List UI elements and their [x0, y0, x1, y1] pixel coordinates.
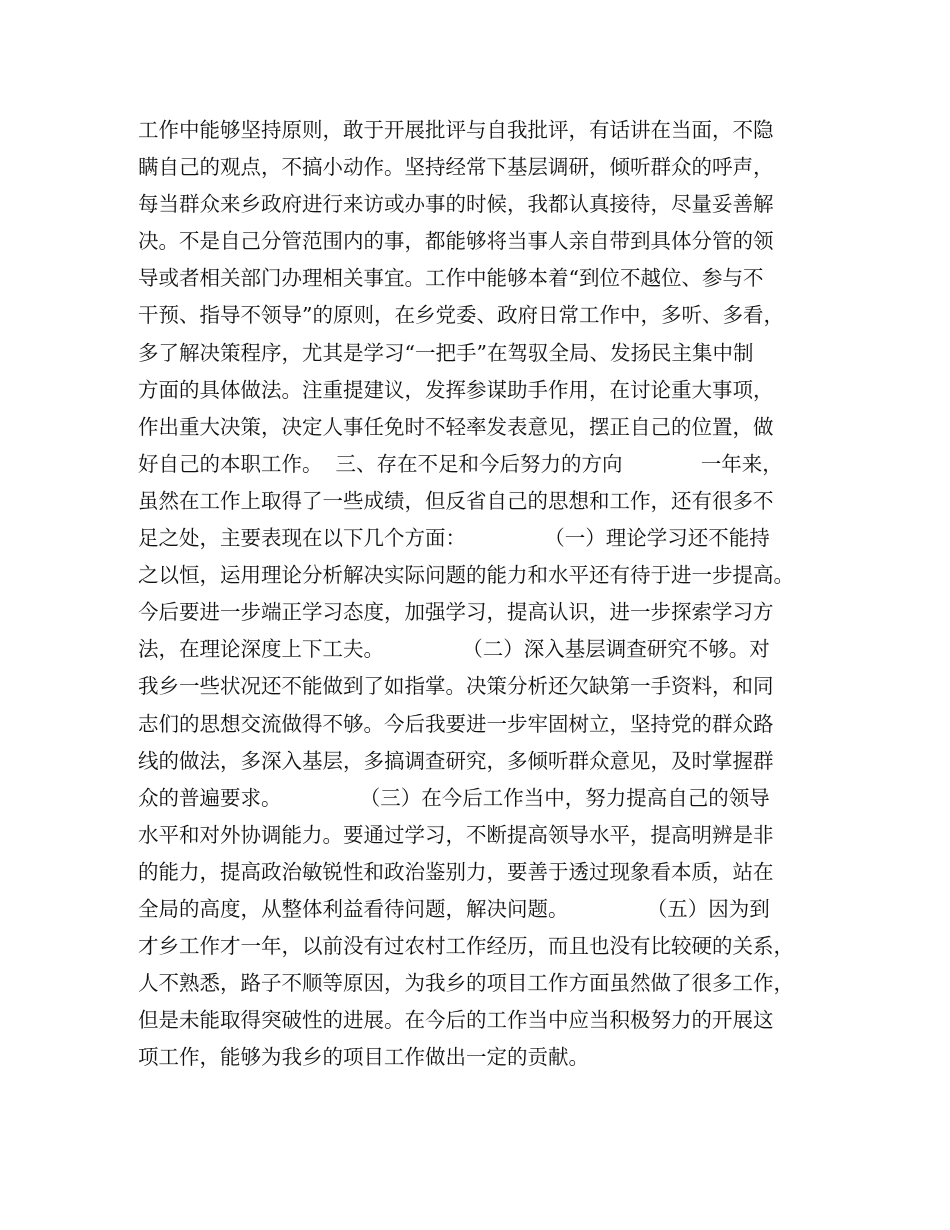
- text-line: 工作中能够坚持原则，敢于开展批评与自我批评，有话讲在当面，不隐: [138, 118, 774, 142]
- text-line: 每当群众来乡政府进行来访或办事的时候，我都认真接待，尽量妥善解: [138, 192, 774, 217]
- text-line: 我乡一些状况还不能做到了如指掌。决策分析还欠缺第一手资料，和同: [138, 674, 774, 699]
- text-line: 瞒自己的观点，不搞小动作。坚持经常下基层调研，倾听群众的呼声，: [138, 155, 774, 180]
- text-line: 才乡工作才一年，以前没有过农村工作经历，而且也没有比较硬的关系，: [138, 934, 794, 959]
- text-line: 水平和对外协调能力。要通过学习，不断提高领导水平，提高明辨是非: [138, 822, 774, 847]
- text-line: 导或者相关部门办理相关事宜。工作中能够本着“到位不越位、参与不: [138, 266, 764, 291]
- text-line: 众的普遍要求。 （三）在今后工作当中，努力提高自己的领导: [138, 785, 770, 810]
- text-line: 虽然在工作上取得了一些成绩，但反省自己的思想和工作，还有很多不: [138, 488, 774, 513]
- text-line: 今后要进一步端正学习态度，加强学习，提高认识，进一步探索学习方: [138, 600, 774, 625]
- text-line: 之以恒，运用理论分析解决实际问题的能力和水平还有待于进一步提高。: [138, 563, 794, 588]
- text-line: 项工作，能够为我乡的项目工作做出一定的贡献。: [138, 1045, 589, 1070]
- text-line: 作出重大决策，决定人事任免时不轻率发表意见，摆正自己的位置，做: [138, 414, 774, 439]
- text-line: 人不熟悉，路子不顺等原因，为我乡的项目工作方面虽然做了很多工作，: [138, 971, 794, 996]
- text-line: 好自己的本职工作。 三、存在不足和今后努力的方向 一年来，: [138, 451, 783, 476]
- text-line: 决。不是自己分管范围内的事，都能够将当事人亲自带到具体分管的领: [138, 229, 774, 254]
- text-line: 全局的高度，从整体利益看待问题，解决问题。 （五）因为到: [138, 896, 770, 921]
- text-line: 志们的思想交流做得不够。今后我要进一步牢固树立，坚持党的群众路: [138, 711, 774, 736]
- text-line: 线的做法，多深入基层，多搞调查研究，多倾听群众意见，及时掌握群: [138, 748, 774, 773]
- text-line: 多了解决策程序，尤其是学习“一把手”在驾驭全局、发扬民主集中制: [138, 340, 754, 365]
- text-line: 但是未能取得突破性的进展。在今后的工作当中应当积极努力的开展这: [138, 1008, 774, 1033]
- text-line: 法，在理论深度上下工夫。 （二）深入基层调查研究不够。对: [138, 637, 770, 662]
- body-text: [138, 112, 838, 1076]
- text-line: 方面的具体做法。注重提建议，发挥参谋助手作用，在讨论重大事项，: [138, 377, 774, 402]
- text-line: 的能力，提高政治敏锐性和政治鉴别力，要善于透过现象看本质，站在: [138, 859, 774, 884]
- text-line: 足之处，主要表现在以下几个方面： （一）理论学习还不能持: [138, 526, 770, 551]
- text-line: 干预、指导不领导”的原则，在乡党委、政府日常工作中，多听、多看，: [138, 303, 784, 328]
